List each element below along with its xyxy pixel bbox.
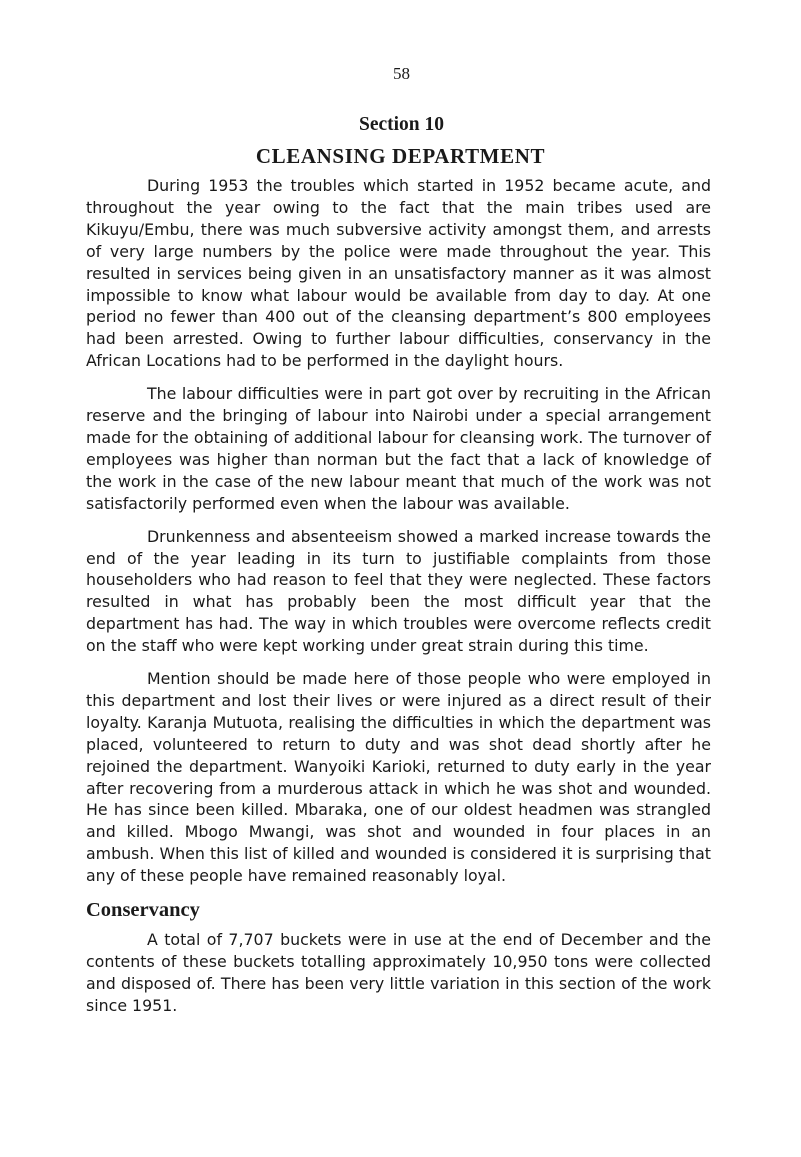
body-paragraph: Drunkenness and absenteeism showed a marked increase towards the end of the year leading in its turn to justifiable complaints from those householders who had reason to feel that they were neglected. These factors resulted in what has probably been the most difficult year that the department has had. The way in which troubles were overcome reflects credit on the staff who were kept working under great strain during this time. [86, 526, 711, 656]
body-paragraph: Mention should be made here of those people who were employed in this department and lost their lives or were injured as a direct result of their loyalty. Karanja Mutuota, realising the difficulties in which the department was placed, volunteered to return to duty and was shot dead shortly after he rejoined the department. Wanyoiki Karioki, returned to duty early in the year after recovering from a murderous attack in which he was shot and wounded. He has since been killed. Mbaraka, one of our oldest headmen was strangled and killed. Mbogo Mwangi, was shot and wounded in four places in an ambush. When this list of killed and wounded is considered it is surprising that any of these people have remained reasonably loyal. [86, 669, 711, 886]
conservancy-heading: Conservancy [86, 899, 200, 922]
section-label: Section 10 [358, 114, 445, 135]
document-page [86, 64, 711, 1028]
body-paragraph: The labour difficulties were in part got over by recruiting in the African reserve and the bringing of labour into Nairobi under a special arrangement made for the obtaining of additional labour for cleansing work. The turnover of employees was higher than norman but the fact that a lack of knowledge of the work in the case of the new labour meant that much of the work was not satisfactorily performed even when the labour was available. [86, 384, 711, 513]
body-paragraph: During 1953 the troubles which started in 1952 became acute, and throughout the year owing to the fact that the main tribes used are Kikuyu/Embu, there was much subversive activity amongst them, and arrests of very large numbers by the police were made throughout the year. This resulted in services being given in an unsatisfactory manner as it was almost impossible to know what labour would be available from day to day. At one period no fewer than 400 out of the cleansing department’s 800 employees had been arrested. Owing to further labour difficulties, conservancy in the African Locations had to be performed in the daylight hours. [86, 176, 711, 371]
page-number: 58 [393, 64, 410, 83]
department-title: CLEANSING DEPARTMENT [255, 144, 546, 168]
conservancy-paragraph: A total of 7,707 buckets were in use at the end of December and the contents of these buckets totalling approximately 10,950 tons were collected and disposed of. There has been very little variation in this section of the work since 1951. [86, 930, 711, 1015]
